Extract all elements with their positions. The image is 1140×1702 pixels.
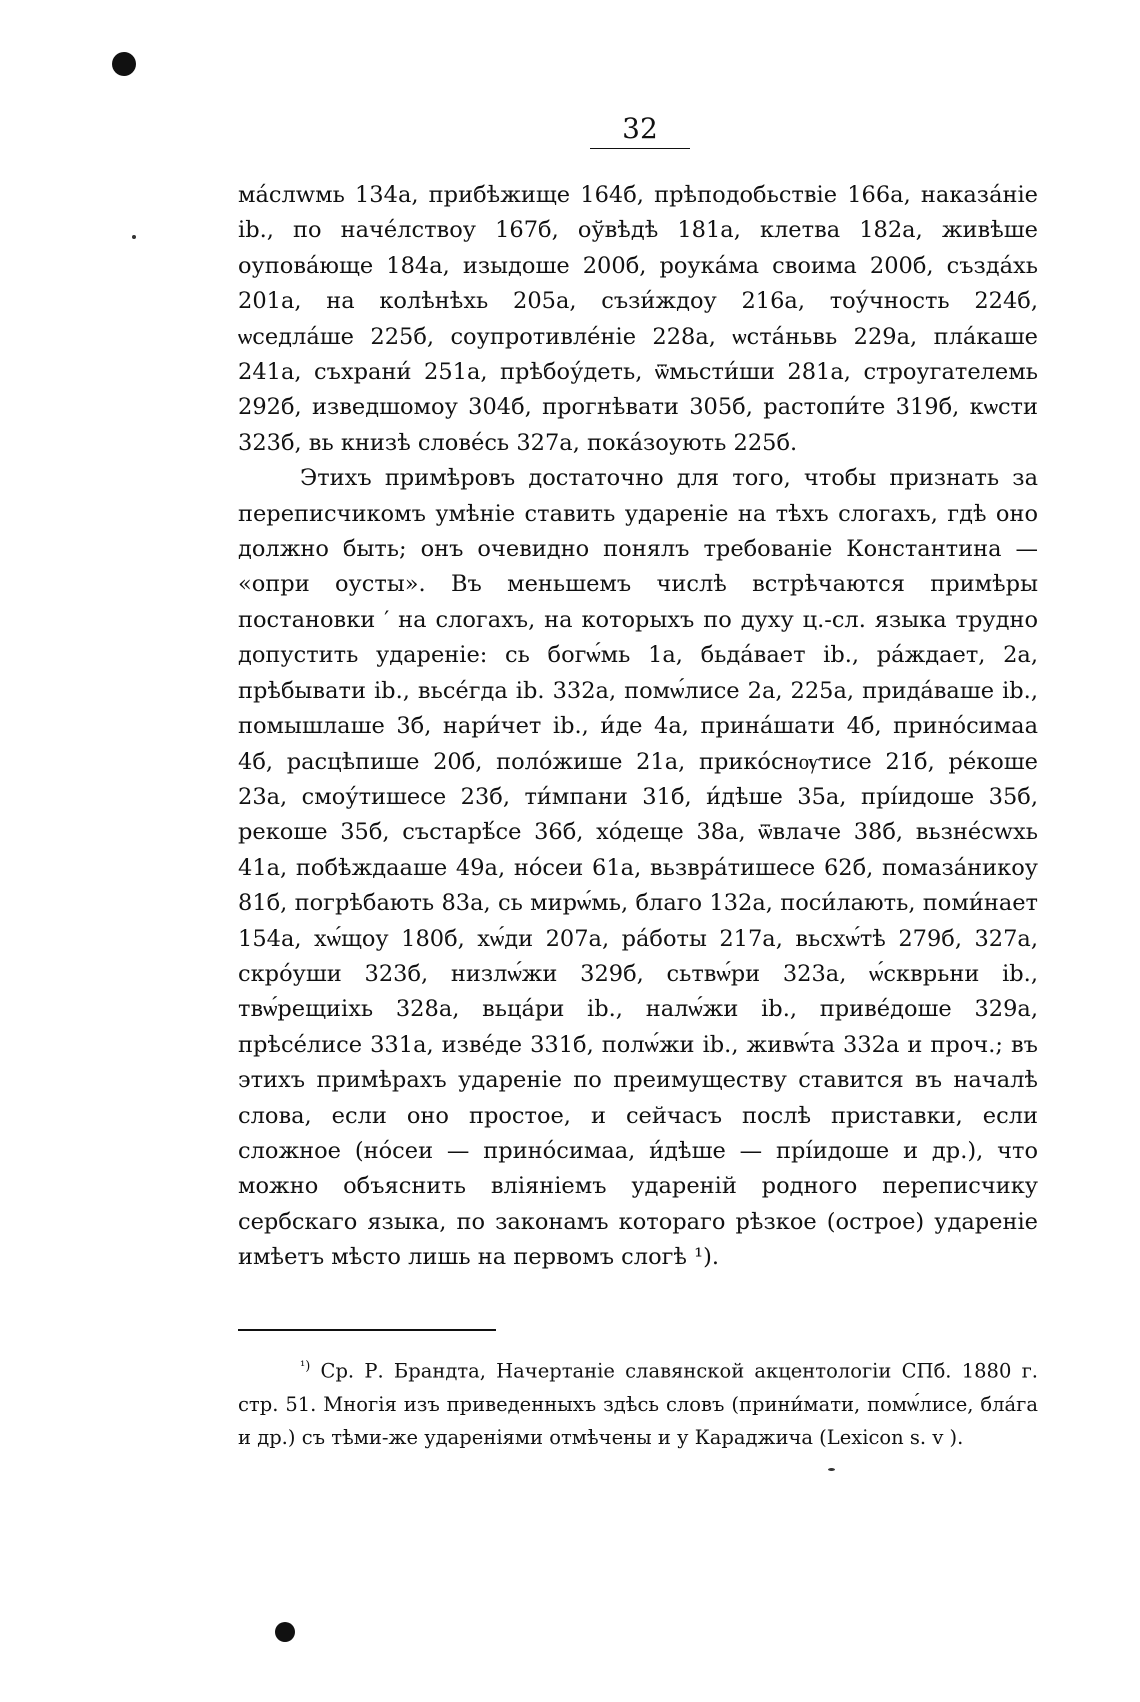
paragraph-examples-list: ма́слwмь 134а, прибѣжище 164б, прѣподобьствіе 166а, наказа́ніе ib., по наче́лствоу 167б, оўвѣдѣ 181а, клетва 182а, живѣше оупова́юще 184а, изыдоше 200б, роука́ма своима 200б, създа́хь 201а, на колѣнѣхь 205а, съзи́ждоу 216а, тоу́чность 224б, ѡседла́ше 225б, соупротивле́ніе 228а, ѡста́ньвь 229а, пла́каше 241а, съхрани́ 251а, прѣбоу́деть, ѿмьсти́ши 281а, строугателемь 292б, изведшомоу 304б, прогнѣвати 305б, растопи́те 319б, кѡсти 323б, вь книзѣ слове́сь 327а, пока́зоують 225б. [238, 182, 1038, 456]
page-number: 32 [590, 112, 690, 149]
main-text [238, 178, 1038, 1276]
ink-speck [132, 235, 136, 239]
ink-blot [275, 1622, 295, 1642]
footnote-divider [238, 1329, 496, 1331]
footnote [238, 1350, 1038, 1454]
footnote-text: Ср. Р. Брандта, Начертаніе славянской акцентологіи СПб. 1880 г. стр. 51. Многія изъ приведенныхъ здѣсь словъ (прини́мати, помѡ́лисе, бла́га и др.) съ тѣми-же удареніями отмѣчены и у Караджича (Lexicon s. v ). [238, 1359, 1038, 1449]
ink-blot [112, 52, 136, 76]
ink-speck [828, 1468, 835, 1471]
paragraph-analysis: Этихъ примѣровъ достаточно для того, чтобы признать за переписчикомъ умѣніе ставить удареніе на тѣхъ слогахъ, гдѣ оно должно быть; онъ очевидно понялъ требованіе Константина — «опри оусты». Въ меньшемъ числѣ встрѣчаются примѣры постановки ′ на слогахъ, на которыхъ по духу ц.-сл. языка трудно допустить удареніе: сь богѡ́мь 1а, бьда́вает ib., ра́ждает, 2а, прѣбывати ib., вьсе́гда ib. 332а, помѡ́лисе 2а, 225а, прида́ваше ib., помышлаше 3б, нари́чет ib., и́де 4а, прина́шати 4б, прино́симаа 4б, расцѣпише 20б, поло́жише 21а, прико́снѹтисе 21б, ре́коше 23а, смоу́тишесе 23б, ти́мпани 31б, и́дѣше 35а, прі́идоше 35б, рекоше 35б, състарѣ́се 36б, хо́деще 38а, ѿвлаче 38б, вьзне́сwхь 41а, побѣждааше 49а, но́сеи 61а, вьзвра́тишесе 62б, помаза́никоу 81б, погрѣбають 83а, сь мирѡ́мь, благо 132а, поси́лають, поми́нает 154а, хѡ́щоу 180б, хѡ́ди 207а, ра́боты 217а, вьсхѡ́тѣ 279б, 327а, скро́уши 323б, низлѡ́жи 329б, сьтвѡ́ри 323а, ѡ́скврьни ib., твѡ́рещиіхь 328а, вьца́ри ib., налѡ́жи ib., приве́доше 329а, прѣсе́лисе 331а, изве́де 331б, полѡ́жи ib., живѡ́та 332а и проч.; въ этихъ примѣрахъ удареніе по преимуществу ставится въ началѣ слова, если оно простое, и сейчасъ послѣ приставки, если сложное (но́сеи — прино́симаа, и́дѣше — прі́идоше и др.), что можно объяснить вліяніемъ удареній родного переписчику сербскаго языка, по законамъ котораго рѣзкое (острое) удареніе имѣетъ мѣсто лишь на первомъ слогѣ ¹). [238, 465, 1038, 1271]
footnote-marker: ¹) [300, 1359, 311, 1374]
